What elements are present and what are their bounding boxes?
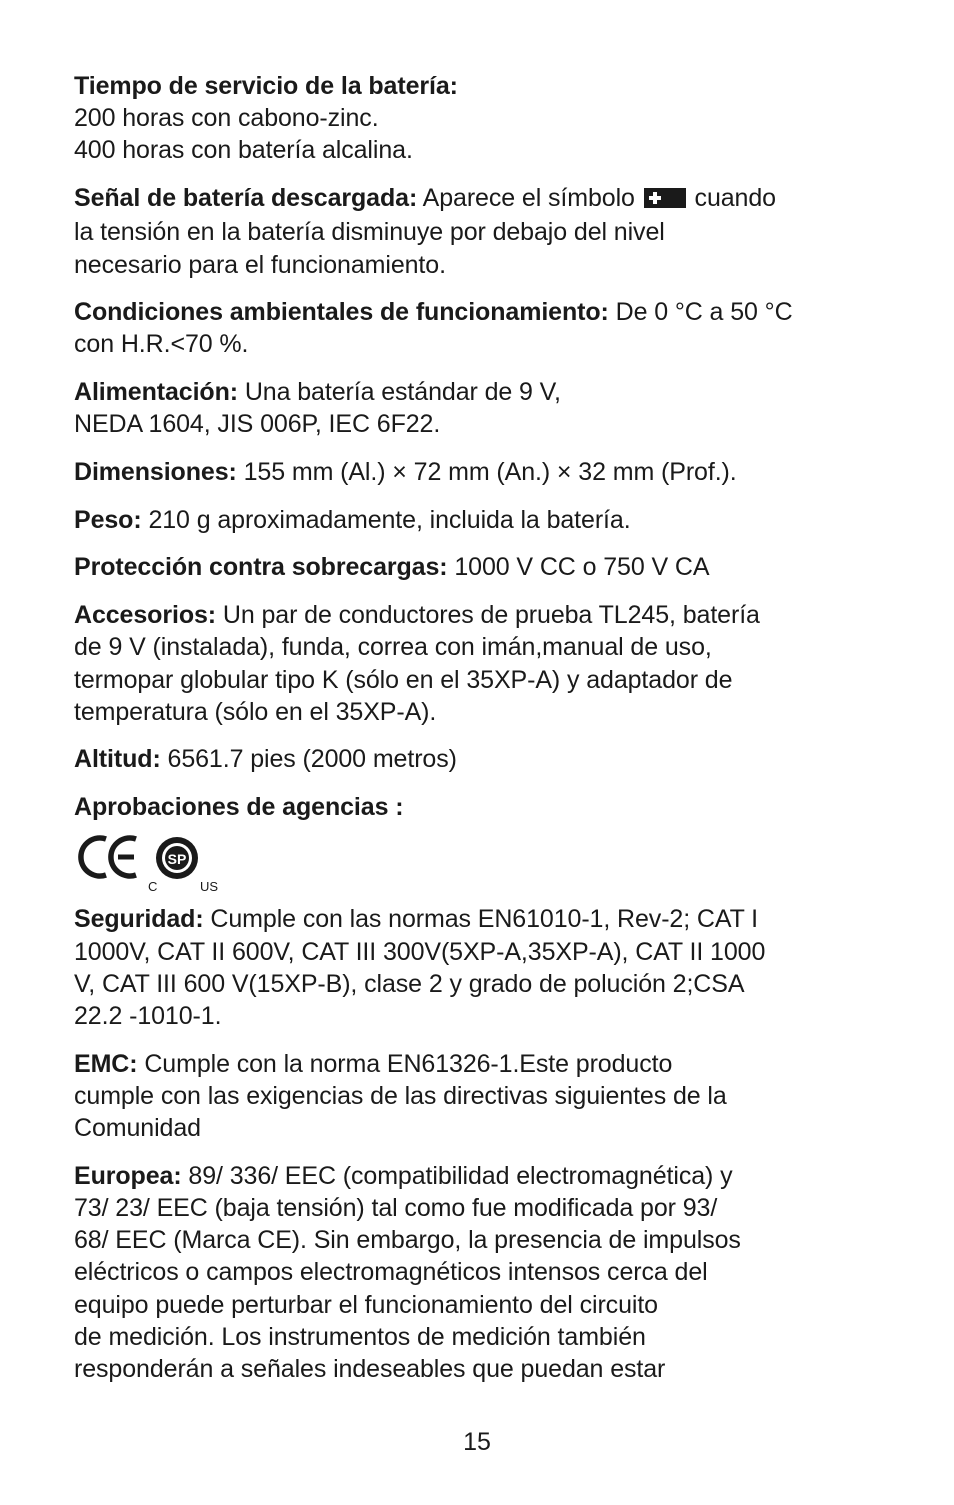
spec-line: termopar globular tipo K (sólo en el 35XP-A) y adaptador de	[74, 665, 733, 694]
spec-line: necesario para el funcionamiento.	[74, 250, 446, 279]
approval-marks	[74, 831, 864, 895]
spec-text: Cumple con las normas EN61010-1, Rev-2; CAT I	[203, 905, 759, 934]
page-number: 15	[463, 1428, 491, 1456]
spec-text: 1000 V CC o 750 V CA	[447, 553, 710, 582]
safety-spec	[74, 903, 864, 1032]
approvals-spec	[74, 791, 864, 823]
low-battery-spec	[74, 182, 864, 281]
csa-mark-icon	[156, 837, 198, 879]
spec-text: Cumple con la norma EN61326-1.Este producto	[137, 1049, 673, 1078]
spec-line: 400 horas con batería alcalina.	[74, 136, 413, 165]
spec-text: Aparece el símbolo	[417, 184, 642, 213]
spec-text: Una batería estándar de 9 V,	[238, 378, 561, 407]
emc-spec	[74, 1048, 864, 1145]
spec-line: de medición. Los instrumentos de medición también	[74, 1322, 646, 1351]
csa-country-us: US	[200, 879, 219, 895]
spec-line: 68/ EEC (Marca CE). Sin embargo, la presencia de impulsos	[74, 1226, 741, 1255]
spec-label: Aprobaciones de agencias :	[74, 793, 404, 822]
spec-line: eléctricos o campos electromagnéticos intensos cerca del	[74, 1258, 708, 1287]
spec-label: EMC:	[74, 1049, 138, 1078]
spec-label: Peso:	[74, 505, 142, 534]
power-spec	[74, 376, 864, 440]
weight-spec	[74, 504, 864, 536]
ce-mark-icon	[81, 838, 136, 876]
spec-label: Protección contra sobrecargas:	[74, 553, 448, 582]
spec-line: Comunidad	[74, 1114, 201, 1143]
spec-line: temperatura (sólo en el 35XP-A).	[74, 697, 437, 726]
spec-label: Condiciones ambientales de funcionamiento:	[74, 298, 609, 327]
svg-text:SP: SP	[167, 851, 187, 868]
spec-label: Señal de batería descargada:	[74, 184, 418, 213]
spec-text: 155 mm (Al.) × 72 mm (An.) × 32 mm (Prof.).	[236, 458, 737, 487]
spec-line: V, CAT III 600 V(15XP-B), clase 2 y grado de polución 2;CSA	[74, 969, 745, 998]
spec-label: Alimentación:	[74, 378, 238, 407]
spec-line: NEDA 1604, JIS 006P, IEC 6F22.	[74, 410, 441, 439]
spec-line: 1000V, CAT II 600V, CAT III 300V(5XP-A,35XP-A), CAT II 1000	[74, 937, 766, 966]
document-page	[74, 70, 864, 1401]
operating-conditions-spec	[74, 296, 864, 360]
altitude-spec	[74, 743, 864, 775]
spec-line: de 9 V (instalada), funda, correa con imán,manual de uso,	[74, 633, 712, 662]
overload-spec	[74, 551, 864, 583]
spec-text: 6561.7 pies (2000 metros)	[160, 745, 457, 774]
accessories-spec	[74, 599, 864, 728]
spec-text: cuando	[687, 184, 776, 213]
battery-icon	[644, 184, 686, 216]
spec-label: Altitud:	[74, 745, 161, 774]
spec-text: De 0 °C a 50 °C	[608, 298, 793, 327]
spec-line: 22.2 -1010-1.	[74, 1001, 222, 1030]
battery-life-spec	[74, 70, 864, 167]
spec-text: 210 g aproximadamente, incluida la batería.	[141, 505, 631, 534]
spec-label: Europea:	[74, 1161, 182, 1190]
spec-line: responderán a señales indeseables que puedan estar	[74, 1355, 666, 1383]
spec-label: Seguridad:	[74, 905, 204, 934]
spec-line: la tensión en la batería disminuye por debajo del nivel	[74, 218, 665, 247]
dimensions-spec	[74, 456, 864, 488]
spec-label: Accesorios:	[74, 601, 217, 630]
spec-line: 73/ 23/ EEC (baja tensión) tal como fue modificada por 93/	[74, 1193, 718, 1222]
european-spec	[74, 1160, 864, 1385]
spec-line: equipo puede perturbar el funcionamiento del circuito	[74, 1290, 658, 1319]
spec-line: 200 horas con cabono-zinc.	[74, 104, 379, 133]
spec-text: 89/ 336/ EEC (compatibilidad electromagnética) y	[181, 1161, 733, 1190]
spec-line: cumple con las exigencias de las directivas siguientes de la	[74, 1081, 727, 1110]
spec-label: Dimensiones:	[74, 458, 237, 487]
spec-label: Tiempo de servicio de la batería:	[74, 72, 458, 100]
spec-text: Un par de conductores de prueba TL245, batería	[216, 601, 760, 630]
csa-country-c: C	[148, 879, 158, 895]
spec-line: con H.R.<70 %.	[74, 330, 249, 359]
